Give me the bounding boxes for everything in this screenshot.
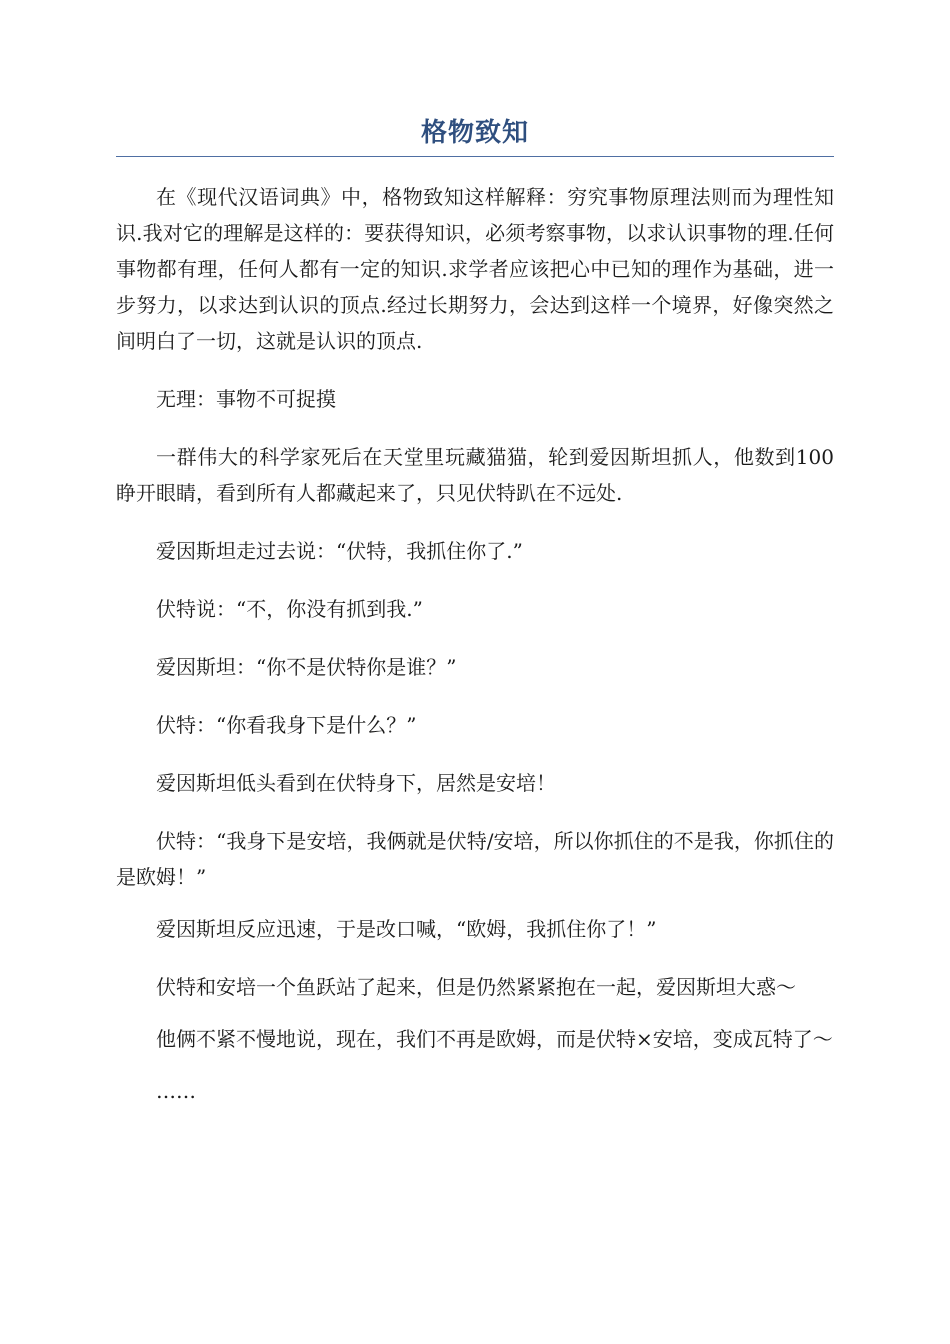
paragraph-dialogue: 爱因斯坦：“你不是伏特你是谁？” — [156, 655, 457, 679]
title-divider — [116, 156, 834, 157]
paragraph-subtitle: 无理：事物不可捉摸 — [156, 387, 336, 411]
paragraph-narration: 伏特和安培一个鱼跃站了起来，但是仍然紧紧抱在一起，爱因斯坦大惑～ — [156, 975, 796, 999]
paragraph-dialogue: 爱因斯坦反应迅速，于是改口喊，“欧姆，我抓住你了！” — [156, 917, 657, 941]
document-page — [116, 100, 834, 1131]
paragraph-dialogue: 伏特说：“不，你没有抓到我.” — [156, 597, 423, 621]
document-body — [116, 179, 834, 1109]
paragraph-ellipsis: …… — [156, 1079, 196, 1103]
paragraph-narration: 爱因斯坦低头看到在伏特身下，居然是安培！ — [156, 771, 556, 795]
paragraph-dialogue: 爱因斯坦走过去说：“伏特，我抓住你了.” — [156, 539, 523, 563]
paragraph-dialogue: 伏特：“我身下是安培，我俩就是伏特/安培，所以你抓住的不是我，你抓住的是欧姆！” — [116, 829, 834, 889]
paragraph-dialogue: 伏特：“你看我身下是什么？” — [156, 713, 417, 737]
paragraph-story-intro: 一群伟大的科学家死后在天堂里玩藏猫猫，轮到爱因斯坦抓人，他数到100睁开眼睛，看到所有人都藏起来了，只见伏特趴在不远处. — [116, 445, 834, 505]
paragraph-definition: 在《现代汉语词典》中，格物致知这样解释：穷究事物原理法则而为理性知识.我对它的理解是这样的：要获得知识，必须考察事物，以求认识事物的理.任何事物都有理，任何人都有一定的知识.求学者应该把心中已知的理作为基础，进一步努力，以求达到认识的顶点.经过长期努力，会达到这样一个境界，好像突然之间明白了一切，这就是认识的顶点. — [116, 185, 834, 353]
paragraph-narration: 他俩不紧不慢地说，现在，我们不再是欧姆，而是伏特×安培，变成瓦特了～ — [156, 1027, 833, 1051]
page-title: 格物致知 — [420, 118, 529, 148]
